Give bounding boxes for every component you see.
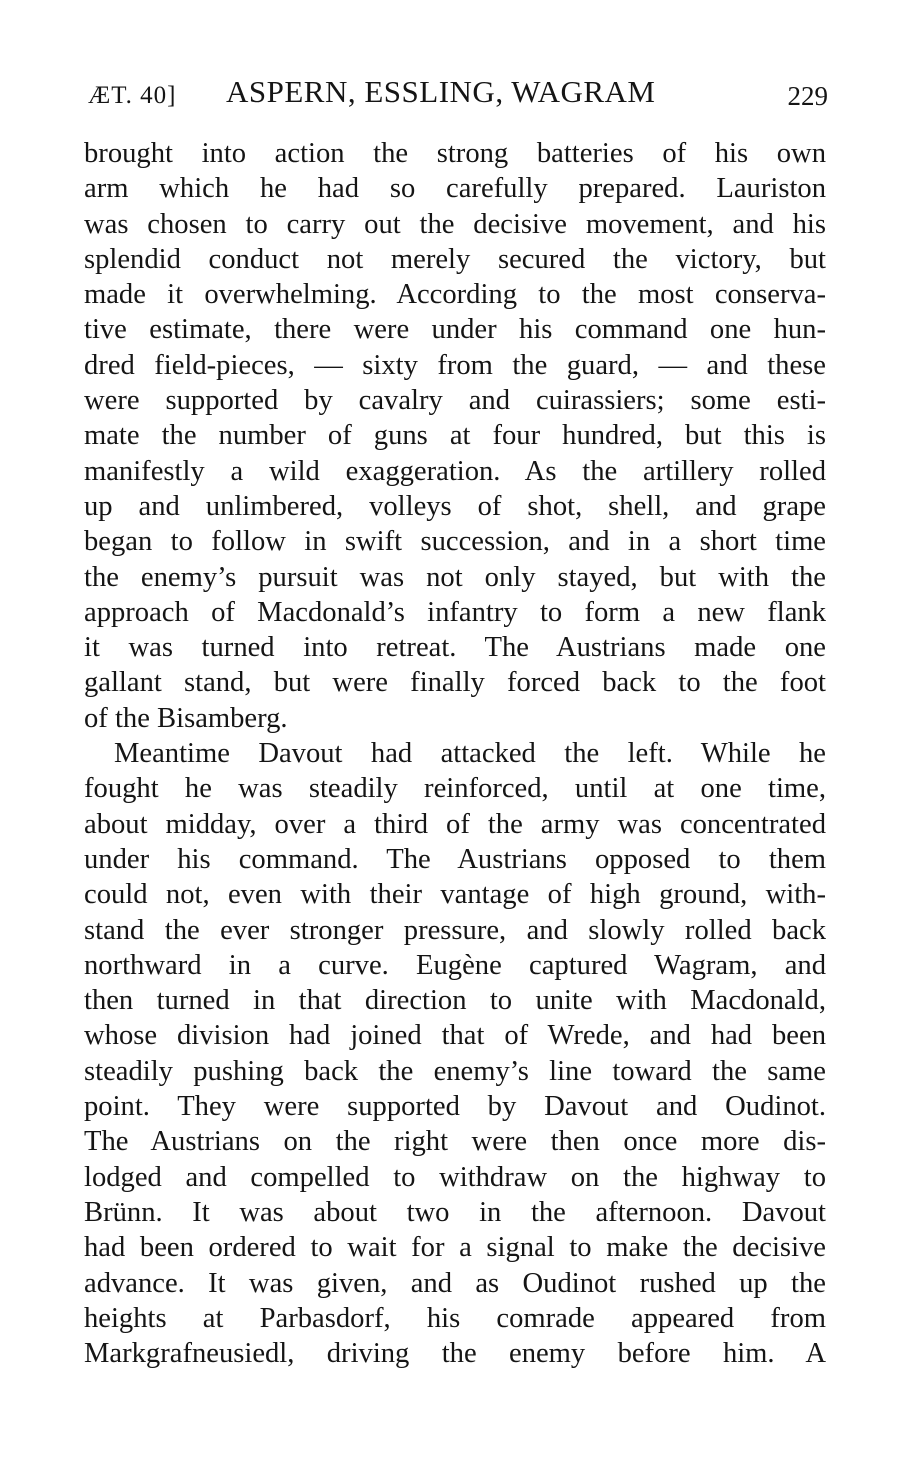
text-line: manifestly a wild exaggeration. As the artillery rolled: [84, 455, 826, 487]
text-line: advance. It was given, and as Oudinot rushed up the: [84, 1267, 826, 1299]
body-text: [84, 136, 826, 1371]
text-line: the enemy’s pursuit was not only stayed, but with the: [84, 561, 826, 593]
text-line: Meantime Davout had attacked the left. While he: [114, 738, 826, 770]
text-line: approach of Macdonald’s infantry to form a new flank: [84, 596, 826, 628]
page-number: 229: [787, 81, 828, 111]
text-line: fought he was steadily reinforced, until at one time,: [84, 773, 826, 805]
text-line: were supported by cavalry and cuirassiers; some esti-: [84, 385, 826, 417]
running-head-title: ASPERN, ESSLING, WAGRAM: [226, 74, 656, 109]
text-line: under his command. The Austrians opposed to them: [84, 843, 826, 875]
text-line: had been ordered to wait for a signal to make the decisive: [84, 1232, 826, 1264]
text-line: tive estimate, there were under his command one hun-: [84, 314, 826, 346]
text-line: point. They were supported by Davout and Oudinot.: [84, 1091, 826, 1123]
text-line: could not, even with their vantage of high ground, with-: [84, 879, 826, 911]
text-line: of the Bisamberg.: [84, 702, 288, 734]
paragraph: [84, 736, 826, 1371]
text-line: dred field-pieces, — sixty from the guard, — and these: [84, 349, 826, 381]
text-line: up and unlimbered, volleys of shot, shell, and grape: [84, 490, 826, 522]
text-line: made it overwhelming. According to the most conserva-: [84, 279, 826, 311]
text-line: heights at Parbasdorf, his comrade appeared from: [84, 1302, 826, 1334]
text-line: stand the ever stronger pressure, and slowly rolled back: [84, 914, 826, 946]
text-line: The Austrians on the right were then once more dis-: [84, 1126, 826, 1158]
running-head-section: ÆT. 40]: [88, 82, 177, 109]
running-head: [88, 72, 828, 112]
text-line: splendid conduct not merely secured the victory, but: [84, 243, 826, 275]
text-line: gallant stand, but were finally forced back to the foot: [84, 667, 826, 699]
text-line: about midday, over a third of the army was concentrated: [84, 808, 826, 840]
text-line: mate the number of guns at four hundred, but this is: [84, 420, 826, 452]
paragraph: [84, 136, 826, 736]
text-line: steadily pushing back the enemy’s line toward the same: [84, 1055, 826, 1087]
text-line: northward in a curve. Eugène captured Wagram, and: [84, 949, 826, 981]
text-line: arm which he had so carefully prepared. Lauriston: [84, 173, 826, 205]
text-line: lodged and compelled to withdraw on the highway to: [84, 1161, 826, 1193]
text-line: began to follow in swift succession, and in a short time: [84, 526, 826, 558]
text-line: brought into action the strong batteries of his own: [84, 138, 826, 169]
text-line: then turned in that direction to unite with Macdonald,: [84, 985, 826, 1017]
text-line: was chosen to carry out the decisive movement, and his: [84, 208, 826, 240]
text-line: Markgrafneusiedl, driving the enemy before him. A: [84, 1338, 826, 1370]
text-line: Brünn. It was about two in the afternoon. Davout: [84, 1196, 826, 1228]
text-line: it was turned into retreat. The Austrians made one: [84, 632, 826, 664]
text-line: whose division had joined that of Wrede, and had been: [84, 1020, 826, 1052]
